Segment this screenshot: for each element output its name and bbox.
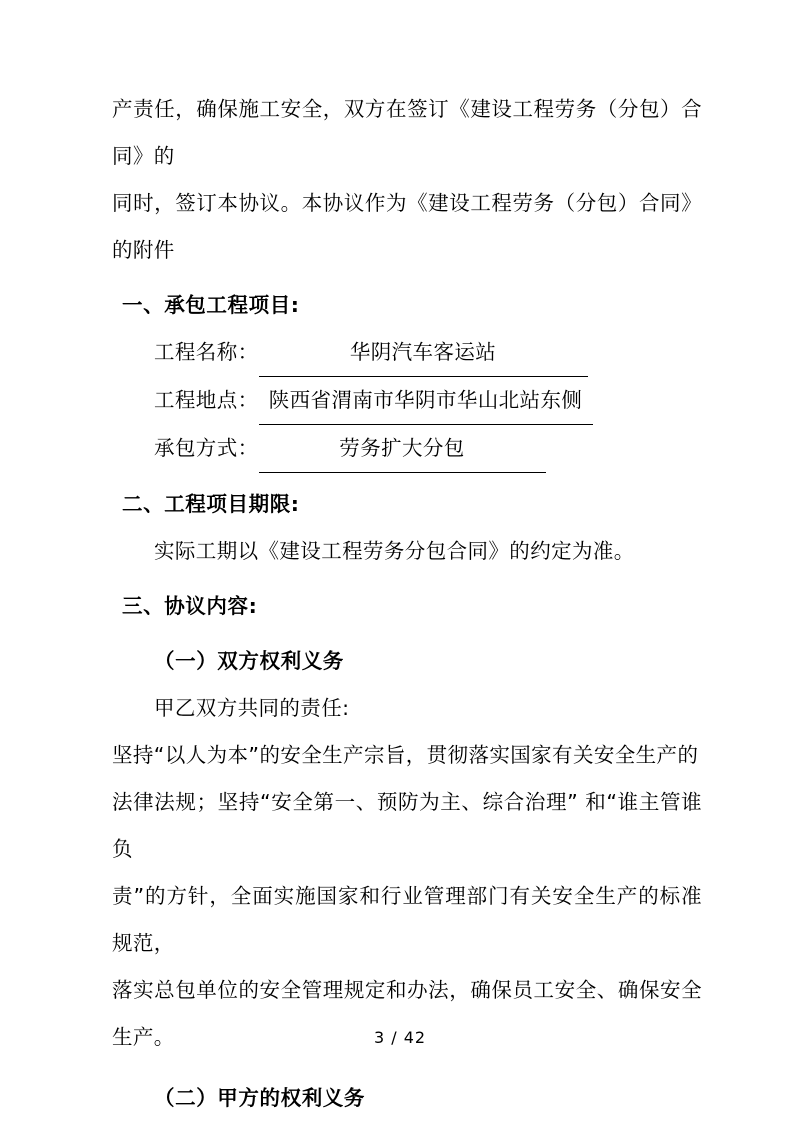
field-project-name-label: 工程名称： <box>154 340 259 364</box>
section-2-text: 实际工期以《建设工程劳务分包合同》的约定为准。 <box>154 539 635 563</box>
subsection-heading-2: （二）甲方的权利义务 <box>154 1086 365 1110</box>
subsection-1-body-line-3: 责”的方针，全面实施国家和行业管理部门有关安全生产的标准规范， <box>112 884 702 955</box>
field-project-location <box>112 377 702 425</box>
section-heading-1: 一、承包工程项目: <box>122 293 300 317</box>
spacer <box>112 630 702 638</box>
section-heading-2: 二、工程项目期限: <box>122 492 300 516</box>
spacer <box>112 274 702 282</box>
field-contract-mode-label: 承包方式： <box>154 436 259 460</box>
body-text: 坚持“以人为本”的安全生产宗旨，贯彻落实国家有关安全生产的 <box>112 743 699 767</box>
subsection-1-body-line-1 <box>112 732 702 779</box>
footer-separator: / <box>391 1028 398 1047</box>
intro-line-2: 同时，签订本协议。本协议作为《建设工程劳务（分包）合同》的附件 <box>112 191 702 262</box>
field-contract-mode <box>112 425 702 473</box>
field-project-location-label: 工程地点： <box>154 388 259 412</box>
page-footer <box>0 1028 800 1047</box>
section-heading-3: 三、协议内容: <box>122 594 258 618</box>
subsection-1-body-line-2: 法律法规；坚持“安全第一、预防为主、综合治理” 和“谁主管谁负 <box>112 790 702 861</box>
field-contract-mode-value[interactable]: 劳务扩大分包 <box>259 425 546 473</box>
spacer <box>112 473 702 481</box>
field-project-name <box>112 329 702 377</box>
subsection-1-lead: 甲乙双方共同的责任: <box>154 696 350 720</box>
subsection-1-body-line-4: 落实总包单位的安全管理规定和办法，确保员工安全、确保安全生产。 <box>112 978 702 1049</box>
spacer <box>112 575 702 583</box>
document-body <box>112 86 702 1122</box>
footer-page-number: 3 <box>373 1028 386 1047</box>
field-project-location-value[interactable]: 陕西省渭南市华阴市华山北站东侧 <box>259 377 593 425</box>
field-project-name-value[interactable]: 华阴汽车客运站 <box>259 329 588 377</box>
subsection-heading-1: （一）双方权利义务 <box>154 649 344 673</box>
intro-line-1: 产责任，确保施工安全，双方在签订《建设工程劳务（分包）合同》的 <box>112 97 702 168</box>
footer-total-pages: 42 <box>403 1028 427 1047</box>
spacer <box>112 1061 702 1075</box>
